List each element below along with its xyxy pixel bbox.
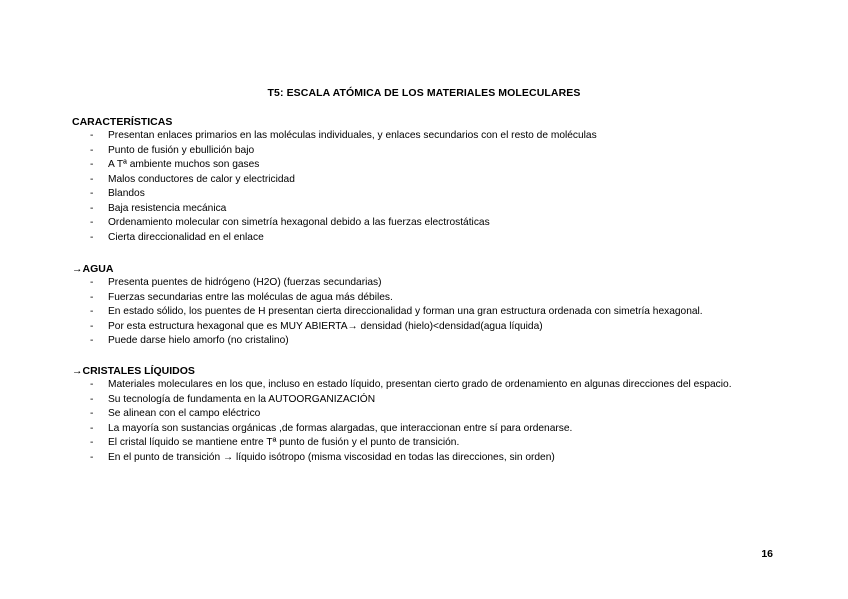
list-item-text: En el punto de transición → líquido isótropo (misma viscosidad en todas las direcciones, sin orden) bbox=[108, 451, 555, 463]
list-item bbox=[72, 393, 772, 408]
list-item bbox=[72, 144, 772, 159]
list-item-text: Materiales moleculares en los que, incluso en estado líquido, presentan cierto grado de ordenamiento en algunas direcciones del espacio. bbox=[108, 379, 732, 390]
list-item bbox=[72, 305, 772, 320]
list-item bbox=[72, 334, 772, 349]
list-item-text: Se alinean con el campo eléctrico bbox=[108, 408, 261, 419]
list-item-text: Cierta direccionalidad en el enlace bbox=[108, 231, 264, 243]
list-item-text: Presentan enlaces primarios en las moléculas individuales, y enlaces secundarios con el resto de moléculas bbox=[108, 130, 597, 141]
list-item bbox=[72, 407, 772, 422]
section-heading: CARACTERÍSTICAS bbox=[72, 116, 173, 128]
list-item-text: A Tª ambiente muchos son gases bbox=[108, 159, 260, 170]
list-item bbox=[72, 158, 772, 173]
list-item bbox=[72, 231, 772, 246]
list-item-text: El cristal líquido se mantiene entre Tª punto de fusión y el punto de transición. bbox=[108, 437, 460, 448]
list-item-text: Presenta puentes de hidrógeno (H2O) (fuerzas secundarias) bbox=[108, 277, 382, 288]
bullet-dash: - bbox=[90, 408, 94, 419]
list-item bbox=[72, 202, 772, 217]
list-item-text: Puede darse hielo amorfo (no cristalino) bbox=[108, 335, 289, 346]
bullet-dash: - bbox=[90, 188, 94, 199]
bullet-dash: - bbox=[90, 173, 94, 185]
bullet-dash: - bbox=[90, 306, 94, 317]
list-item-text: Ordenamiento molecular con simetría hexagonal debido a las fuerzas electrostáticas bbox=[108, 217, 490, 228]
list-item-text: Fuerzas secundarias entre las moléculas de agua más débiles. bbox=[108, 291, 393, 303]
list-item bbox=[72, 451, 772, 466]
bullet-dash: - bbox=[90, 159, 94, 170]
page-number: 16 bbox=[761, 548, 773, 560]
page-title: T5: ESCALA ATÓMICA DE LOS MATERIALES MOLECULARES bbox=[267, 87, 581, 99]
bullet-list bbox=[72, 276, 772, 349]
section-heading: →AGUA bbox=[72, 263, 114, 275]
section-cristales-liquidos bbox=[72, 364, 772, 465]
bullet-dash: - bbox=[90, 422, 94, 434]
bullet-dash: - bbox=[90, 437, 94, 448]
bullet-list bbox=[72, 129, 772, 245]
bullet-dash: - bbox=[90, 277, 94, 288]
list-item-text: Baja resistencia mecánica bbox=[108, 202, 227, 214]
bullet-dash: - bbox=[90, 379, 94, 390]
list-item-text: Su tecnología de fundamenta en la AUTOORGANIZACIÓN bbox=[108, 393, 376, 405]
list-item bbox=[72, 216, 772, 231]
bullet-dash: - bbox=[90, 217, 94, 228]
bullet-dash: - bbox=[90, 144, 94, 156]
bullet-list bbox=[72, 378, 772, 465]
list-item bbox=[72, 173, 772, 188]
list-item bbox=[72, 422, 772, 437]
list-item bbox=[72, 276, 772, 291]
section-caracteristicas bbox=[72, 115, 772, 245]
list-item-text: Malos conductores de calor y electricidad bbox=[108, 173, 295, 185]
list-item bbox=[72, 129, 772, 144]
list-item-text: La mayoría son sustancias orgánicas ,de formas alargadas, que interaccionan entre sí para ordenarse. bbox=[108, 422, 573, 434]
list-item-text: Blandos bbox=[108, 188, 145, 199]
list-item-text: Por esta estructura hexagonal que es MUY ABIERTA→ densidad (hielo)<densidad(agua líquida) bbox=[108, 320, 543, 332]
bullet-dash: - bbox=[90, 231, 94, 243]
bullet-dash: - bbox=[90, 291, 94, 303]
bullet-dash: - bbox=[90, 320, 94, 332]
section-heading: →CRISTALES LÍQUIDOS bbox=[72, 365, 195, 377]
list-item bbox=[72, 320, 772, 335]
list-item bbox=[72, 187, 772, 202]
bullet-dash: - bbox=[90, 202, 94, 214]
section-agua bbox=[72, 262, 772, 349]
bullet-dash: - bbox=[90, 130, 94, 141]
list-item bbox=[72, 378, 772, 393]
bullet-dash: - bbox=[90, 451, 94, 463]
list-item-text: Punto de fusión y ebullición bajo bbox=[108, 144, 255, 156]
list-item bbox=[72, 291, 772, 306]
list-item bbox=[72, 436, 772, 451]
bullet-dash: - bbox=[90, 335, 94, 346]
bullet-dash: - bbox=[90, 393, 94, 405]
list-item-text: En estado sólido, los puentes de H presentan cierta direccionalidad y forman una gran estructura ordenada con simetría hexagonal. bbox=[108, 306, 703, 317]
